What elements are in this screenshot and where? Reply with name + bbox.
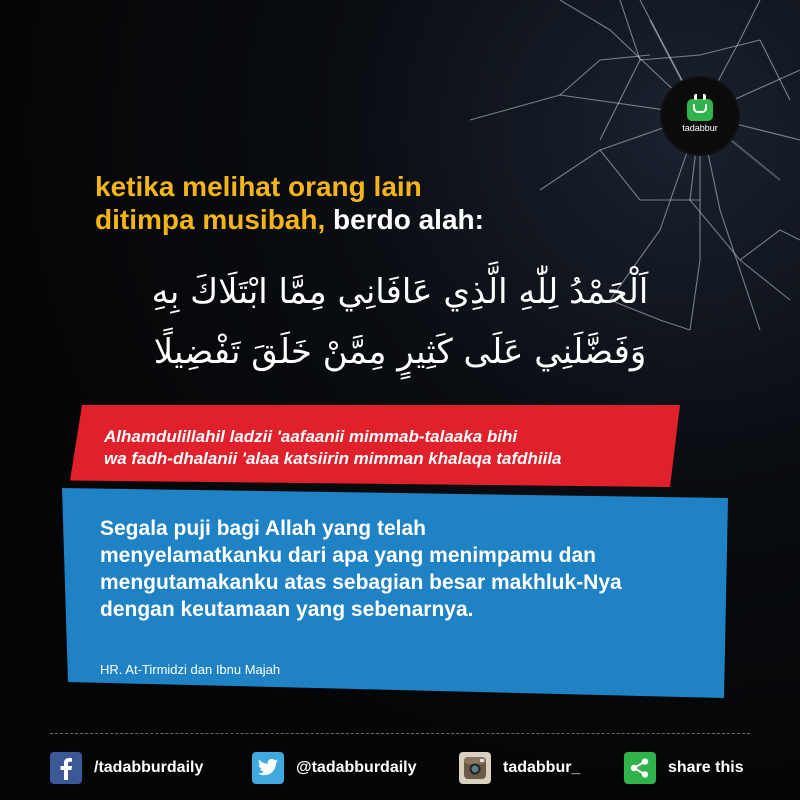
share-label: share this — [668, 759, 744, 776]
footer-divider — [50, 733, 750, 734]
headline — [95, 170, 484, 236]
twitter-label: @tadabburdaily — [296, 759, 417, 776]
instagram-link[interactable] — [459, 752, 580, 784]
headline-line-2-orange: ditimpa musibah, — [95, 204, 326, 235]
headline-line-2 — [95, 203, 484, 236]
translation-line-3: mengutamakanku atas sebagian besar makhluk-Nya — [100, 571, 622, 594]
instagram-label: tadabbur_ — [503, 759, 581, 776]
twitter-link[interactable] — [252, 752, 417, 784]
headline-line-2-white: berdo alah: — [333, 204, 484, 235]
twitter-icon — [252, 752, 284, 784]
share-link[interactable] — [624, 752, 744, 784]
share-icon — [624, 752, 656, 784]
translation — [100, 515, 720, 623]
transliteration — [104, 426, 562, 470]
brand-name: tadabbur — [682, 123, 718, 133]
arabic-prayer — [70, 262, 730, 382]
transliteration-line-2: wa fadh-dhalanii 'alaa katsiirin mimman khalaqa tafdhiila — [104, 449, 562, 468]
hadith-source: HR. At-Tirmidzi dan Ibnu Majah — [100, 662, 281, 677]
translation-line-1: Segala puji bagi Allah yang telah — [100, 517, 426, 540]
translation-line-4: dengan keutamaan yang sebenarnya. — [100, 598, 474, 621]
translation-line-2: menyelamatkanku dari apa yang menimpamu dan — [100, 544, 597, 567]
facebook-icon — [50, 752, 82, 784]
transliteration-line-1: Alhamdulillahil ladzii 'aafaanii mimmab-talaaka bihi — [104, 427, 518, 446]
arabic-line-2: وَفَضَّلَنِي عَلَى كَثِيرٍ مِمَّنْ خَلَقَ تَفْضِيلًا — [153, 332, 647, 372]
facebook-link[interactable] — [50, 752, 203, 784]
arabic-line-1: اَلْحَمْدُ لِلّٰهِ الَّذِي عَافَانِي مِمَّا ابْتَلَاكَ بِهِ — [151, 272, 649, 312]
facebook-label: /tadabburdaily — [94, 759, 204, 776]
tadabbur-logo — [662, 78, 738, 154]
instagram-icon — [459, 752, 491, 784]
tadabbur-logo-icon — [687, 99, 713, 121]
headline-line-1: ketika melihat orang lain — [95, 171, 422, 202]
